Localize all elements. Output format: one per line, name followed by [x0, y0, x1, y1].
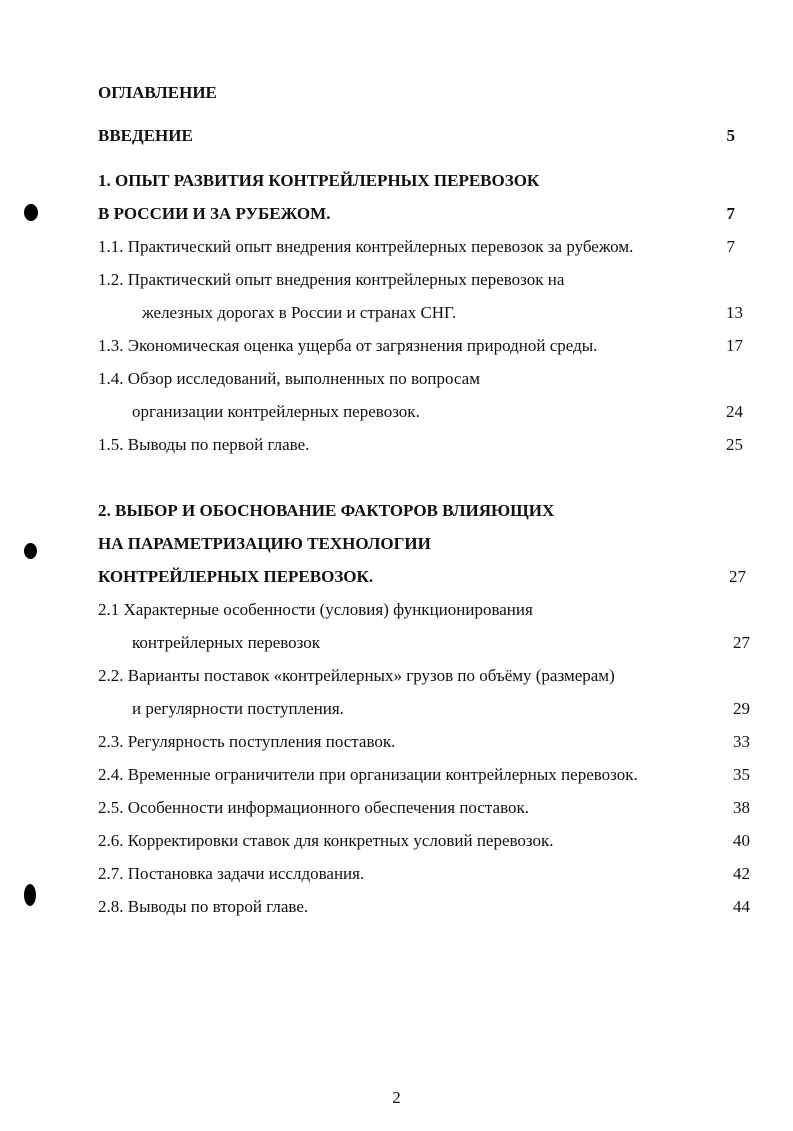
toc-1-2-text1: 1.2. Практический опыт внедрения контрейлерных перевозок на: [98, 270, 565, 289]
punch-hole-bottom: [24, 884, 36, 906]
toc-ch2-title-line2: НА ПАРАМЕТРИЗАЦИЮ ТЕХНОЛОГИИ: [98, 534, 431, 553]
toc-2-2-text1: 2.2. Варианты поставок «контрейлерных» грузов по объёму (размерам): [98, 666, 615, 685]
toc-ch1-title-line2: В РОССИИ И ЗА РУБЕЖОМ.: [98, 204, 331, 223]
toc-2-7-text: 2.7. Постановка задачи исслдования.: [98, 864, 365, 883]
toc-1-1-text: 1.1. Практический опыт внедрения контрейлерных перевозок за рубежом.: [98, 237, 634, 256]
toc-title: ОГЛАВЛЕНИЕ: [98, 83, 217, 102]
toc-1-5-page: 25: [726, 435, 743, 454]
toc-2-3-text: 2.3. Регулярность поступления поставок.: [98, 732, 396, 751]
toc-ch2-page: 27: [729, 567, 746, 586]
toc-1-3-text: 1.3. Экономическая оценка ущерба от загрязнения природной среды.: [98, 336, 598, 355]
punch-hole-top: [24, 204, 38, 221]
toc-1-4-page: 24: [726, 402, 743, 421]
toc-2-4-page: 35: [733, 765, 750, 784]
toc-2-5-page: 38: [733, 798, 750, 817]
toc-2-1-page: 27: [733, 633, 750, 652]
toc-2-4-text: 2.4. Временные ограничители при организации контрейлерных перевозок.: [98, 765, 638, 784]
toc-1-4-text1: 1.4. Обзор исследований, выполненных по вопросам: [98, 369, 480, 388]
toc-ch1-page: 7: [726, 204, 735, 223]
toc-1-2-text2: железных дорогах в России и странах СНГ.: [142, 303, 457, 322]
toc-1-4-text2: организации контрейлерных перевозок.: [132, 402, 420, 421]
toc-2-3-page: 33: [733, 732, 750, 751]
toc-2-5-text: 2.5. Особенности информационного обеспечения поставок.: [98, 798, 530, 817]
toc-intro-page: 5: [726, 126, 735, 145]
toc-2-6-page: 40: [733, 831, 750, 850]
toc-1-2-page: 13: [726, 303, 743, 322]
toc-ch2-title-line3: КОНТРЕЙЛЕРНЫХ ПЕРЕВОЗОК.: [98, 567, 374, 586]
toc-intro-label: ВВЕДЕНИЕ: [98, 126, 193, 145]
toc-1-5-text: 1.5. Выводы по первой главе.: [98, 435, 310, 454]
toc-2-7-page: 42: [733, 864, 750, 883]
toc-2-8-page: 44: [733, 897, 750, 916]
toc-2-2-page: 29: [733, 699, 750, 718]
toc-2-8-text: 2.8. Выводы по второй главе.: [98, 897, 309, 916]
toc-ch1-title-line1: 1. ОПЫТ РАЗВИТИЯ КОНТРЕЙЛЕРНЫХ ПЕРЕВОЗОК: [98, 171, 540, 190]
toc-1-3-page: 17: [726, 336, 743, 355]
toc-2-1-text1: 2.1 Характерные особенности (условия) функционирования: [98, 600, 533, 619]
toc-2-2-text2: и регулярности поступления.: [132, 699, 344, 718]
punch-hole-middle: [24, 543, 37, 559]
toc-1-1-page: 7: [726, 237, 735, 256]
toc-2-1-text2: контрейлерных перевозок: [132, 633, 321, 652]
toc-ch2-title-line1: 2. ВЫБОР И ОБОСНОВАНИЕ ФАКТОРОВ ВЛИЯЮЩИХ: [98, 501, 555, 520]
toc-2-6-text: 2.6. Корректировки ставок для конкретных условий перевозок.: [98, 831, 554, 850]
page-number: 2: [392, 1088, 401, 1107]
